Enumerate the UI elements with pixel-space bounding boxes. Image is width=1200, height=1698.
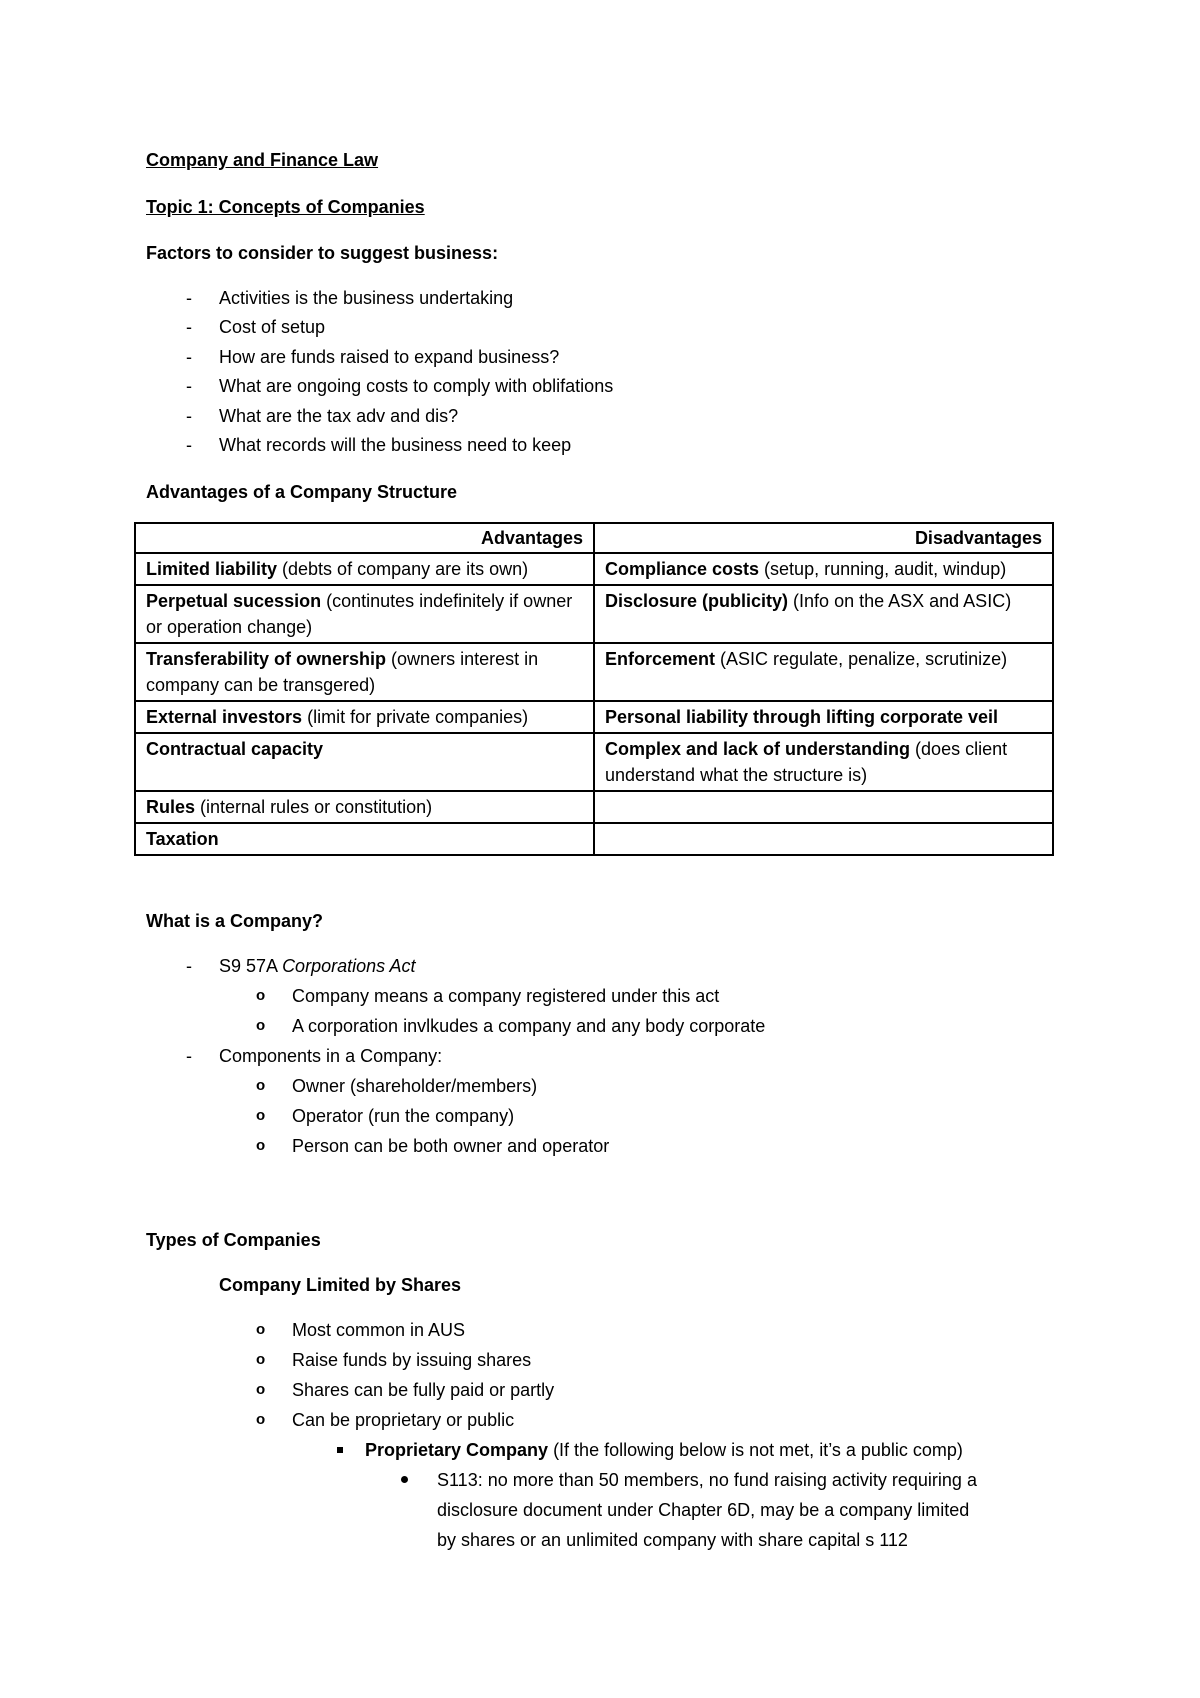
disadvantage-cell (594, 791, 1053, 823)
table-row (135, 823, 1053, 855)
circle-bullet: o (256, 1411, 266, 1428)
dash-bullet: - (186, 435, 192, 455)
circle-bullet: o (256, 1321, 266, 1338)
dot-bullet-icon (401, 1476, 408, 1483)
s113-line: by shares or an unlimited company with share capital s 112 (437, 1530, 908, 1550)
table-row (135, 733, 1053, 791)
proprietary-item: Proprietary Company (If the following below is not met, it’s a public comp) (365, 1440, 963, 1460)
factor-item: Activities is the business undertaking (219, 288, 514, 308)
factor-item: How are funds raised to expand business? (219, 347, 560, 367)
factor-item: What records will the business need to keep (219, 435, 572, 455)
types-subheading: Company Limited by Shares (219, 1275, 462, 1295)
advantage-cell: Perpetual sucession (continutes indefinitely if owner or operation change) (135, 585, 594, 643)
dash-bullet: - (186, 288, 192, 308)
advantage-cell: Contractual capacity (135, 733, 594, 791)
table-row (135, 701, 1053, 733)
table-header-row (135, 523, 1053, 553)
advantage-cell: Taxation (135, 823, 594, 855)
document-title: Company and Finance Law (146, 150, 379, 170)
what-is-subitem: Operator (run the company) (292, 1106, 515, 1126)
circle-bullet: o (256, 1107, 266, 1124)
header-advantages: Advantages (135, 523, 594, 553)
what-is-subitem: Owner (shareholder/members) (292, 1076, 538, 1096)
circle-bullet: o (256, 1351, 266, 1368)
table-row (135, 791, 1053, 823)
circle-bullet: o (256, 1017, 266, 1034)
disadvantage-cell: Complex and lack of understanding (does client understand what the structure is) (594, 733, 1053, 791)
what-is-subitem: A corporation invlkudes a company and any body corporate (292, 1016, 766, 1036)
s113-line: S113: no more than 50 members, no fund raising activity requiring a (437, 1470, 977, 1490)
types-item: Raise funds by issuing shares (292, 1350, 532, 1370)
dash-bullet: - (186, 317, 192, 337)
circle-bullet: o (256, 1077, 266, 1094)
dash-bullet: - (186, 406, 192, 426)
disadvantage-cell (594, 823, 1053, 855)
what-is-subitem: Person can be both owner and operator (292, 1136, 610, 1156)
s113-line: disclosure document under Chapter 6D, may be a company limited (437, 1500, 970, 1520)
dash-bullet: - (186, 956, 192, 976)
table-row (135, 643, 1053, 701)
topic-heading: Topic 1: Concepts of Companies (146, 197, 425, 217)
dash-bullet: - (186, 376, 192, 396)
circle-bullet: o (256, 1137, 266, 1154)
advantages-disadvantages-table (134, 522, 1054, 856)
table-row (135, 585, 1053, 643)
advantage-cell: Transferability of ownership (owners interest in company can be transgered) (135, 643, 594, 701)
circle-bullet: o (256, 1381, 266, 1398)
advantage-cell: Limited liability (debts of company are its own) (135, 553, 594, 585)
advantage-cell: External investors (limit for private companies) (135, 701, 594, 733)
dash-bullet: - (186, 347, 192, 367)
disadvantage-cell: Enforcement (ASIC regulate, penalize, scrutinize) (594, 643, 1053, 701)
disadvantage-cell: Personal liability through lifting corporate veil (594, 701, 1053, 733)
factor-item: Cost of setup (219, 317, 326, 337)
types-item: Most common in AUS (292, 1320, 466, 1340)
what-is-heading: What is a Company? (146, 911, 324, 931)
disadvantage-cell: Compliance costs (setup, running, audit, windup) (594, 553, 1053, 585)
what-is-subitem: Company means a company registered under this act (292, 986, 720, 1006)
square-bullet-icon (337, 1447, 343, 1453)
factor-item: What are the tax adv and dis? (219, 406, 459, 426)
what-is-item: S9 57A Corporations Act (219, 956, 416, 976)
advantage-cell: Rules (internal rules or constitution) (135, 791, 594, 823)
types-item: Can be proprietary or public (292, 1410, 515, 1430)
header-disadvantages: Disadvantages (594, 523, 1053, 553)
types-item: Shares can be fully paid or partly (292, 1380, 555, 1400)
dash-bullet: - (186, 1046, 192, 1066)
circle-bullet: o (256, 987, 266, 1004)
disadvantage-cell: Disclosure (publicity) (Info on the ASX and ASIC) (594, 585, 1053, 643)
advantages-heading: Advantages of a Company Structure (146, 482, 458, 502)
factors-heading: Factors to consider to suggest business: (146, 243, 499, 263)
table-row (135, 553, 1053, 585)
types-heading: Types of Companies (146, 1230, 321, 1250)
factor-item: What are ongoing costs to comply with oblifations (219, 376, 614, 396)
what-is-item: Components in a Company: (219, 1046, 443, 1066)
